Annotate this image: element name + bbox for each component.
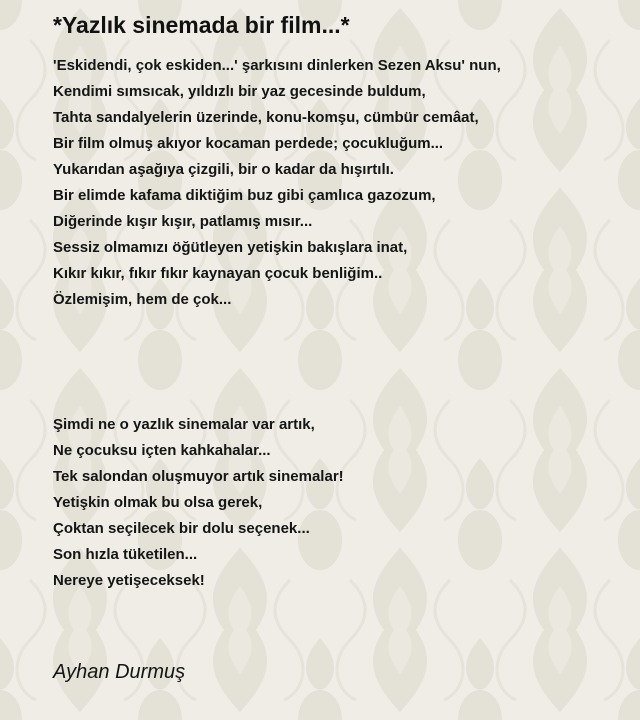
verse-line: Çoktan seçilecek bir dolu seçenek... [53, 520, 310, 537]
verse-line: Bir film olmuş akıyor kocaman perdede; çocukluğum... [53, 135, 444, 152]
poem-author: Ayhan Durmuş [53, 661, 186, 683]
verse-line: Sessiz olmamızı öğütleyen yetişkin bakışlara inat, [53, 239, 408, 256]
verse-line: Nereye yetişeceksek! [53, 572, 205, 589]
verse-line: Özlemişim, hem de çok... [53, 291, 232, 308]
verse-line: Yetişkin olmak bu olsa gerek, [53, 494, 263, 511]
verse-line: Şimdi ne o yazlık sinemalar var artık, [53, 416, 315, 433]
verse-line: Bir elimde kafama diktiğim buz gibi çamlıca gazozum, [53, 187, 436, 204]
poem-stanza-2 [53, 412, 344, 594]
verse-line: Tahta sandalyelerin üzerinde, konu-komşu, cümbür cemâat, [53, 109, 479, 126]
poem-title: *Yazlık sinemada bir film...* [53, 12, 350, 38]
verse-line: Kıkır kıkır, fıkır fıkır kaynayan çocuk benliğim.. [53, 265, 383, 282]
verse-line: Kendimi sımsıcak, yıldızlı bir yaz gecesinde buldum, [53, 83, 426, 100]
verse-line: Ne çocuksu içten kahkahalar... [53, 442, 271, 459]
verse-line: Diğerinde kışır kışır, patlamış mısır... [53, 213, 313, 230]
verse-line: Son hızla tüketilen... [53, 546, 198, 563]
verse-line: Yukarıdan aşağıya çizgili, bir o kadar da hışırtılı. [53, 161, 394, 178]
verse-line: 'Eskidendi, çok eskiden...' şarkısını dinlerken Sezen Aksu' nun, [53, 57, 501, 74]
poem-stanza-1 [53, 53, 501, 313]
verse-line: Tek salondan oluşmuyor artık sinemalar! [53, 468, 344, 485]
